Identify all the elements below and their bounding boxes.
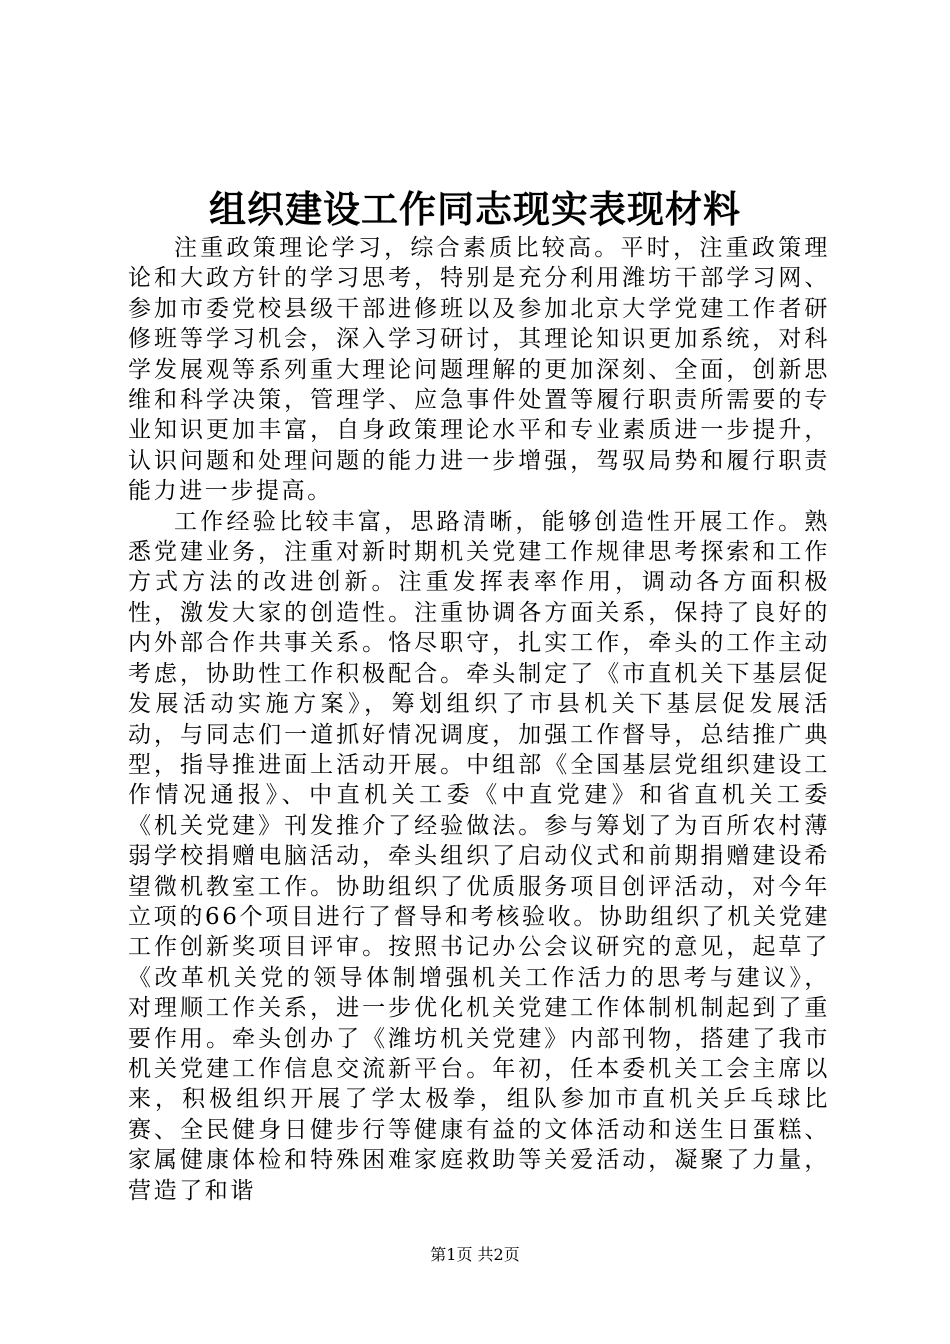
- document-body: [128, 233, 830, 1206]
- document-title: 组织建设工作同志现实表现材料: [209, 187, 741, 231]
- paragraph: 注重政策理论学习，综合素质比较高。平时，注重政策理论和大政方针的学习思考，特别是充分利用潍坊干部学习网、参加市委党校县级干部进修班以及参加北京大学党建工作者研修班等学习机会，深入学习研讨，其理论知识更加系统，对科学发展观等系列重大理论问题理解的更加深刻、全面，创新思维和科学决策，管理学、应急事件处置等履行职责所需要的专业知识更加丰富，自身政策理论水平和专业素质进一步提升，认识问题和处理问题的能力进一步增强，驾驭局势和履行职责能力进一步提高。: [128, 235, 830, 505]
- paragraph: 工作经验比较丰富，思路清晰，能够创造性开展工作。熟悉党建业务，注重对新时期机关党建工作规律思考探索和工作方式方法的改进创新。注重发挥表率作用，调动各方面积极性，激发大家的创造性。注重协调各方面关系，保持了良好的内外部合作共事关系。恪尽职守，扎实工作，牵头的工作主动考虑，协助性工作积极配合。牵头制定了《市直机关下基层促发展活动实施方案》，筹划组织了市县机关下基层促发展活动，与同志们一道抓好情况调度，加强工作督导，总结推广典型，指导推进面上活动开展。中组部《全国基层党组织建设工作情况通报》、中直机关工委《中直党建》和省直机关工委《机关党建》刊发推介了经验做法。参与筹划了为百所农村薄弱学校捐赠电脑活动，牵头组织了启动仪式和前期捐赠建设希望微机教室工作。协助组织了优质服务项目创评活动，对今年立项的66个项目进行了督导和考核验收。协助组织了机关党建工作创新奖项目评审。按照书记办公会议研究的意见，起草了《改革机关党的领导体制增强机关工作活力的思考与建议》，对理顺工作关系，进一步优化机关党建工作体制机制起到了重要作用。牵头创办了《潍坊机关党建》内部刊物，搭建了我市机关党建工作信息交流新平台。年初，任本委机关工会主席以来，积极组织开展了学太极拳，组队参加市直机关乒乓球比赛、全民健身日健步行等健康有益的文体活动和送生日蛋糕、家属健康体检和特殊困难家庭救助等关爱活动，凝聚了力量，营造了和谐: [128, 508, 830, 1204]
- page-number-footer: 第1页 共2页: [430, 1245, 520, 1264]
